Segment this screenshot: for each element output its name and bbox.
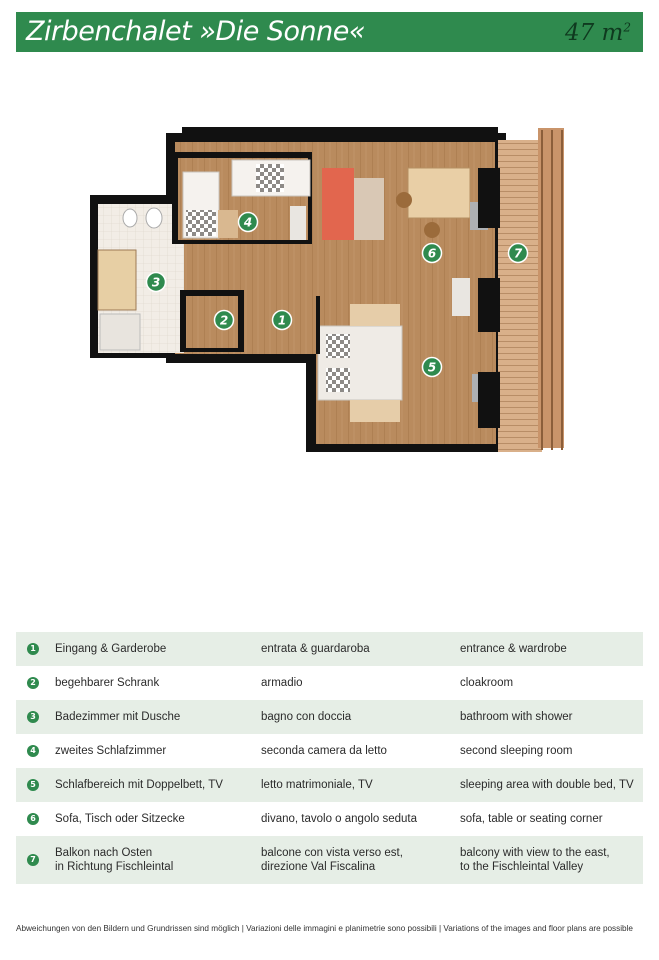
legend-row — [16, 802, 643, 836]
marker-7-label: 7 — [513, 246, 523, 261]
floor-plan — [0, 120, 659, 460]
marker-5-label: 5 — [427, 360, 437, 375]
legend-en: entrance & wardrobe — [460, 643, 567, 655]
area-label — [565, 20, 631, 46]
marker-2 — [215, 311, 234, 330]
legend-de: begehbarer Schrank — [55, 677, 160, 689]
legend-it: letto matrimoniale, TV — [261, 779, 373, 791]
legend-row — [16, 836, 643, 884]
legend-de: Sofa, Tisch oder Sitzecke — [55, 813, 185, 825]
legend-en: sofa, table or seating corner — [460, 813, 603, 825]
title-bar — [16, 12, 643, 52]
legend-number: 7 — [27, 854, 39, 866]
area-unit-exponent: 2 — [623, 20, 631, 35]
marker-1-label: 1 — [277, 313, 287, 328]
legend-row — [16, 666, 643, 700]
legend-number: 6 — [27, 813, 39, 825]
legend-it: armadio — [261, 677, 303, 689]
legend-en: sleeping area with double bed, TV — [460, 779, 634, 791]
legend-row — [16, 768, 643, 802]
legend-number: 3 — [27, 711, 39, 723]
marker-4 — [239, 213, 258, 232]
legend-number: 4 — [27, 745, 39, 757]
legend-number: 1 — [27, 643, 39, 655]
marker-3 — [147, 273, 166, 292]
legend-de: Badezimmer mit Dusche — [55, 711, 181, 723]
legend-de: Eingang & Garderobe — [55, 643, 167, 655]
legend-row — [16, 700, 643, 734]
legend-number: 2 — [27, 677, 39, 689]
legend-en: balcony with view to the east, to the Fischleintal Valley — [460, 847, 610, 873]
legend-it: entrata & guardaroba — [261, 643, 370, 655]
walk-in-closet — [180, 290, 244, 352]
marker-6-label: 6 — [427, 246, 437, 261]
marker-4-label: 4 — [243, 215, 253, 230]
page-title: Zirbenchalet »Die Sonne« — [26, 16, 366, 47]
marker-6 — [423, 244, 442, 263]
legend-row — [16, 632, 643, 666]
legend-en: bathroom with shower — [460, 711, 573, 723]
legend-table — [16, 632, 643, 884]
legend-it: seconda camera da letto — [261, 745, 387, 757]
balcony — [478, 128, 564, 452]
area-value: 47 m — [564, 20, 624, 46]
legend-en: second sleeping room — [460, 745, 573, 757]
marker-5 — [423, 358, 442, 377]
marker-7 — [509, 244, 528, 263]
legend-it: balcone con vista verso est, direzione Val Fiscalina — [261, 847, 403, 873]
legend-de: Schlafbereich mit Doppelbett, TV — [55, 779, 223, 791]
marker-1 — [273, 311, 292, 330]
legend-it: bagno con doccia — [261, 711, 352, 723]
legend-number: 5 — [27, 779, 39, 791]
bathroom — [98, 204, 184, 353]
legend-row — [16, 734, 643, 768]
marker-3-label: 3 — [151, 275, 161, 290]
legend-de: zweites Schlafzimmer — [55, 745, 167, 757]
legend-it: divano, tavolo o angolo seduta — [261, 813, 418, 825]
disclaimer: Abweichungen von den Bildern und Grundrissen sind möglich | Variazioni delle immagini e planimetrie sono possibili | Variations of the images and floor plans are possible — [16, 924, 633, 933]
marker-2-label: 2 — [219, 313, 229, 328]
legend-en: cloakroom — [460, 677, 514, 689]
legend-de: Balkon nach Osten in Richtung Fischleintal — [55, 847, 174, 873]
